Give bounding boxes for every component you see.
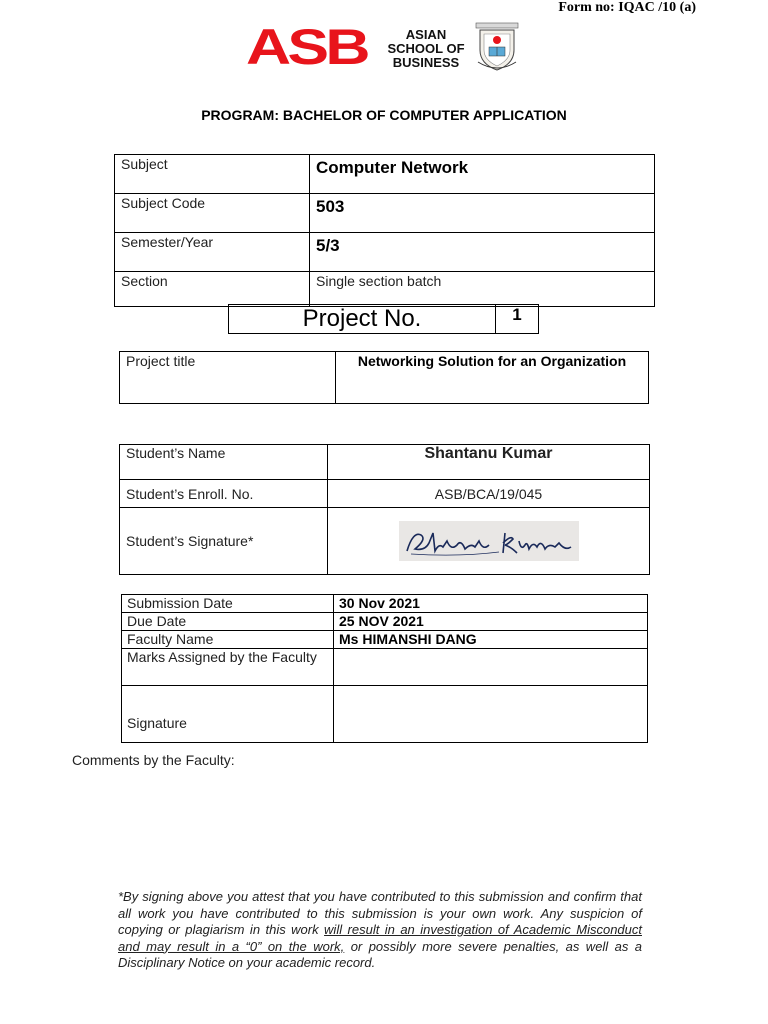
marks-value (334, 649, 648, 686)
project-number-box (228, 304, 539, 334)
attestation-note (118, 889, 642, 972)
logo-line-2: SCHOOL OF (387, 41, 465, 56)
project-number-label: Project No. (229, 305, 496, 334)
section-label: Section (115, 272, 310, 307)
due-date-label: Due Date (122, 613, 334, 631)
faculty-name-label: Faculty Name (122, 631, 334, 649)
semester-value: 5/3 (310, 233, 655, 272)
due-date-value: 25 NOV 2021 (334, 613, 648, 631)
student-signature-cell (328, 508, 650, 575)
subject-value: Computer Network (310, 155, 655, 194)
subject-code-value: 503 (310, 194, 655, 233)
program-heading: PROGRAM: BACHELOR OF COMPUTER APPLICATION (201, 107, 567, 123)
comments-label: Comments by the Faculty: (72, 752, 235, 768)
note-underlined: will result in an investigation of Academic Misconduct and may result in a “0” on the work, (118, 922, 642, 954)
enroll-label: Student’s Enroll. No. (120, 480, 328, 508)
submission-date-value: 30 Nov 2021 (334, 595, 648, 613)
note-part-1: *By signing above you attest that you have contributed to this submission and confirm that all work you have contributed to this submission is your own work. Any suspicion of copying or plagiarism in this work (118, 889, 642, 937)
logo-letters: ASB (246, 19, 367, 75)
faculty-signature-label: Signature (122, 686, 334, 743)
project-number-value: 1 (496, 305, 539, 334)
school-logo (246, 19, 526, 75)
project-title-label: Project title (120, 352, 336, 404)
note-part-2: or possibly more severe penalties, as well as a Disciplinary Notice on your academic record. (118, 938, 643, 970)
section-value: Single section batch (310, 272, 655, 307)
submission-table (121, 594, 648, 743)
project-title-value: Networking Solution for an Organization (336, 352, 649, 404)
submission-date-label: Submission Date (122, 595, 334, 613)
student-table (119, 444, 650, 575)
project-title-table (119, 351, 649, 404)
faculty-name-value: Ms HIMANSHI DANG (334, 631, 648, 649)
logo-name (382, 28, 470, 70)
semester-label: Semester/Year (115, 233, 310, 272)
enroll-value: ASB/BCA/19/045 (328, 480, 650, 508)
form-number: Form no: IQAC /10 (a) (558, 0, 696, 15)
crest-icon (474, 22, 520, 72)
student-name-label: Student’s Name (120, 445, 328, 480)
student-signature-image (399, 521, 579, 561)
faculty-signature-value (334, 686, 648, 743)
student-name-value: Shantanu Kumar (328, 445, 650, 480)
subject-label: Subject (115, 155, 310, 194)
marks-label: Marks Assigned by the Faculty (122, 649, 334, 686)
subject-code-label: Subject Code (115, 194, 310, 233)
logo-line-1: ASIAN (405, 27, 447, 42)
logo-line-3: BUSINESS (392, 55, 460, 70)
student-signature-label: Student’s Signature* (120, 508, 328, 575)
subject-table (114, 154, 655, 307)
